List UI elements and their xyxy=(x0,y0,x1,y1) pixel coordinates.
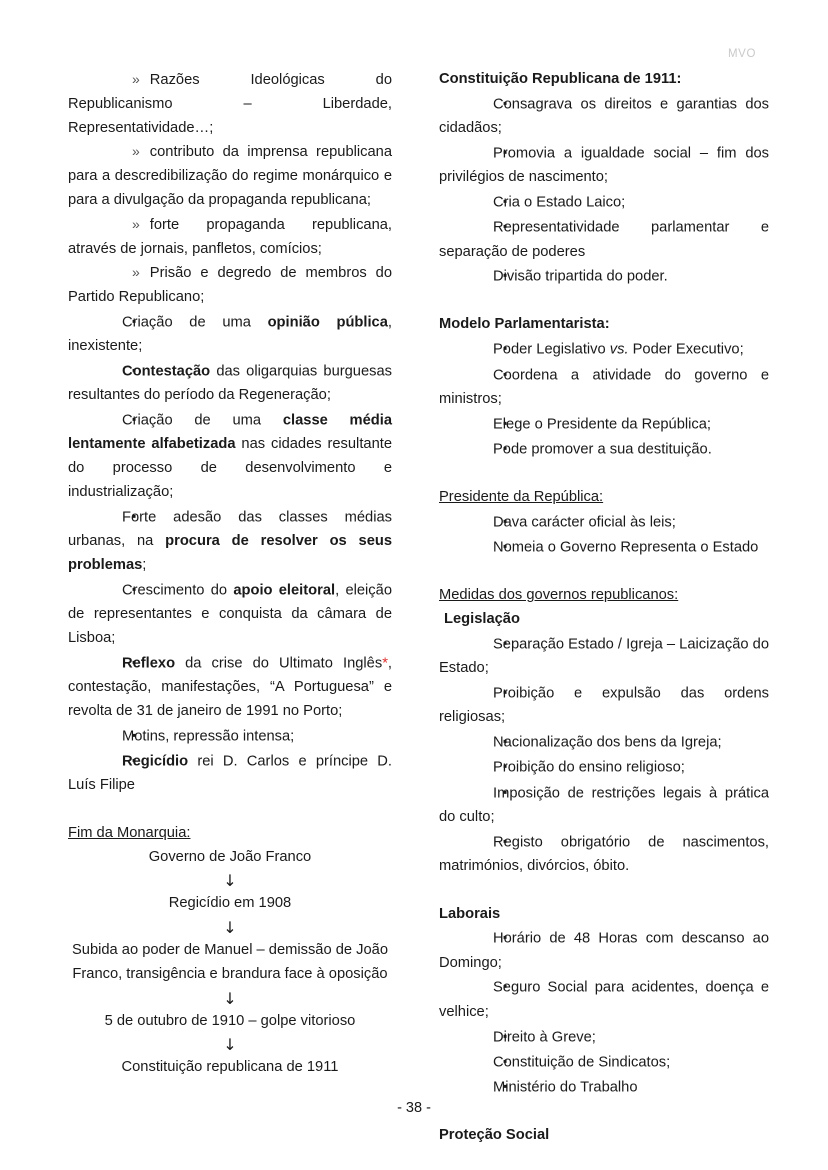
flowchart-node: Constituição republicana de 1911 xyxy=(121,1059,339,1076)
right-column-blocks xyxy=(439,68,769,1148)
flowchart-node: Governo de João Franco xyxy=(148,848,312,865)
list-item xyxy=(68,724,392,749)
page-header-watermark: MVO xyxy=(728,48,756,60)
list-item xyxy=(439,264,769,289)
list-item-text: Separação Estado / Igreja – Laicização do Estado; xyxy=(439,636,769,677)
chevron-bullet-icon xyxy=(100,213,140,238)
chevron-bullet-icon xyxy=(100,68,140,93)
page-number: - 38 - xyxy=(397,1100,431,1116)
paragraph-spacer xyxy=(439,462,769,486)
list-item-text: Motins, repressão intensa; xyxy=(122,728,295,745)
list-item xyxy=(439,1025,769,1050)
list-item-text: Crescimento do apoio eleitoral, eleição de representantes e conquista da câmara de Lisboa; xyxy=(68,582,392,646)
list-item xyxy=(68,359,392,408)
list-item xyxy=(439,781,769,830)
list-item-text: Dava carácter oficial às leis; xyxy=(493,514,676,531)
list-item xyxy=(68,505,392,578)
list-item-text: Nomeia o Governo Representa o Estado xyxy=(493,539,759,556)
list-item xyxy=(68,578,392,651)
list-item-text: Criação de uma opinião pública, inexistente; xyxy=(68,314,392,355)
list-item-text: Nacionalização dos bens da Igreja; xyxy=(493,734,722,751)
list-item-text: Razões Ideológicas do Republicanismo – Liberdade, Representatividade…; xyxy=(68,72,392,136)
list-item xyxy=(439,412,769,437)
list-item-text: Poder Legislativo vs. Poder Executivo; xyxy=(493,341,744,358)
list-item xyxy=(439,1075,769,1100)
list-item xyxy=(439,926,769,975)
list-item xyxy=(68,310,392,359)
list-item-text: Proibição do ensino religioso; xyxy=(493,759,685,776)
list-item-text: Horário de 48 Horas com descanso ao Domingo; xyxy=(439,930,769,971)
list-item xyxy=(439,535,769,560)
flowchart-node: Regicídio em 1908 xyxy=(168,895,292,912)
section-heading: Laborais xyxy=(439,905,501,922)
list-item-text: Criação de uma classe média lentamente alfabetizada nas cidades resultante do processo de desenvolvimento e industrialização; xyxy=(68,412,393,501)
two-column-body xyxy=(0,68,828,1148)
list-item xyxy=(439,190,769,215)
list-item xyxy=(68,213,392,262)
list-item xyxy=(439,92,769,141)
section-heading: Modelo Parlamentarista: xyxy=(439,316,610,333)
list-item xyxy=(439,632,769,681)
section-heading: Legislação xyxy=(444,611,520,628)
chevron-bullet-icon xyxy=(100,261,140,286)
list-item xyxy=(439,730,769,755)
list-item xyxy=(68,749,392,798)
list-item xyxy=(439,437,769,462)
arrow-down-icon: ↓ xyxy=(223,918,237,938)
list-item-text: contributo da imprensa republicana para a descredibilização do regime monárquico e para a divulgação da propaganda republicana; xyxy=(68,144,392,208)
list-item xyxy=(439,363,769,412)
list-item xyxy=(439,510,769,535)
flowchart-node: 5 de outubro de 1910 – golpe vitorioso xyxy=(104,1012,356,1029)
paragraph-spacer xyxy=(68,798,392,822)
list-item-text: Cria o Estado Laico; xyxy=(493,194,626,211)
list-item xyxy=(439,975,769,1024)
paragraph-spacer xyxy=(439,560,769,584)
list-item-text: Regicídio rei D. Carlos e príncipe D. Luís Filipe xyxy=(68,753,392,794)
left-column-blocks xyxy=(68,68,392,846)
list-item xyxy=(439,1050,769,1075)
list-item-text: forte propaganda republicana, através de jornais, panfletos, comícios; xyxy=(68,216,392,257)
list-item-text: Imposição de restrições legais à prática do culto; xyxy=(439,785,769,825)
arrow-down-icon: ↓ xyxy=(223,988,237,1008)
list-item-text: Coordena a atividade do governo e ministros; xyxy=(439,367,769,407)
list-item xyxy=(439,830,769,879)
list-item xyxy=(68,68,392,140)
section-heading: Constituição Republicana de 1911: xyxy=(439,71,682,87)
list-item-text: Direito à Greve; xyxy=(493,1029,596,1046)
list-item xyxy=(439,681,769,730)
arrow-down-icon: ↓ xyxy=(223,1035,237,1055)
list-item xyxy=(439,755,769,780)
list-item-text: Seguro Social para acidentes, doença e velhice; xyxy=(439,979,769,1020)
list-item-text: Reflexo da crise do Ultimato Inglês*, contestação, manifestações, “A Portuguesa” e revolta de 31 de janeiro de 1991 no Porto; xyxy=(68,655,392,719)
list-item-text: Constituição de Sindicatos; xyxy=(493,1054,671,1071)
paragraph-spacer xyxy=(439,879,769,903)
list-item xyxy=(439,215,769,264)
list-item-text: Divisão tripartida do poder. xyxy=(493,268,668,285)
list-item-text: Contestação das oligarquias burguesas resultantes do período da Regeneração; xyxy=(68,363,392,404)
arrow-down-icon: ↓ xyxy=(223,871,237,891)
left-column xyxy=(0,68,430,1148)
list-item xyxy=(68,651,392,724)
list-item-text: Elege o Presidente da República; xyxy=(493,416,712,433)
list-item-text: Promovia a igualdade social – fim dos privilégios de nascimento; xyxy=(439,145,769,186)
list-item xyxy=(439,141,769,190)
list-item-text: Registo obrigatório de nascimentos, matrimónios, divórcios, óbito. xyxy=(439,834,769,874)
list-item-text: Prisão e degredo de membros do Partido Republicano; xyxy=(68,265,392,306)
chevron-bullet-icon xyxy=(100,140,140,165)
list-item-text: Proibição e expulsão das ordens religiosas; xyxy=(439,685,769,726)
list-item-text: Representatividade parlamentar e separação de poderes xyxy=(439,219,769,260)
list-item xyxy=(68,408,392,505)
list-item-text: Pode promover a sua destituição. xyxy=(493,441,712,458)
right-column xyxy=(430,68,828,1148)
list-item xyxy=(68,261,392,310)
monarchy-end-flowchart xyxy=(68,846,392,1081)
list-item-text: Forte adesão das classes médias urbanas, na procura de resolver os seus problemas; xyxy=(68,509,393,573)
flowchart-node: Subida ao poder de Manuel – demissão de João Franco, transigência e brandura face à oposição xyxy=(71,942,388,982)
list-item-text: Ministério do Trabalho xyxy=(493,1079,638,1096)
section-heading: Fim da Monarquia: xyxy=(68,824,191,841)
paragraph-spacer xyxy=(439,290,769,314)
list-item xyxy=(439,337,769,362)
section-heading: Presidente da República: xyxy=(439,489,604,506)
section-heading: Proteção Social xyxy=(439,1127,550,1144)
list-item xyxy=(68,140,392,212)
section-heading: Medidas dos governos republicanos: xyxy=(439,587,679,604)
list-item-text: Consagrava os direitos e garantias dos cidadãos; xyxy=(439,96,769,137)
